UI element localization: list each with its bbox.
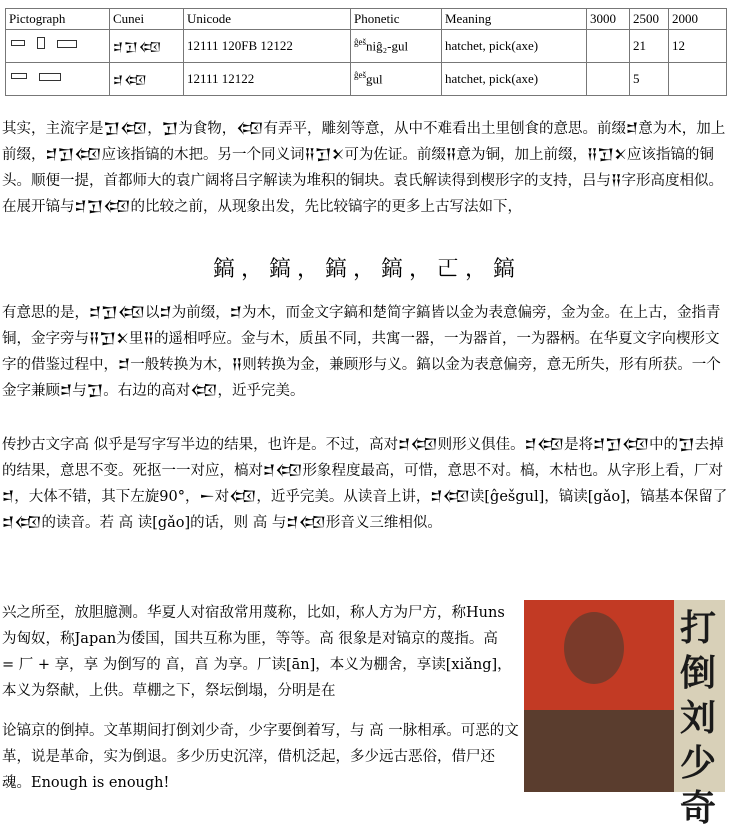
paragraph-cultural-revolution: 论镐京的倒掉。文革期间打倒刘少奇，少字要倒着写，与 高 一脉相承。可恶的文革，说是革命，实为倒退。多少历史沉滓，借机泛起，多少远古恶俗，借尸还魂。Enough is enough! — [2, 723, 519, 791]
col-2500: 2500 — [630, 9, 669, 30]
sign-table — [5, 8, 727, 96]
count-3000-cell — [587, 63, 630, 96]
phonetic-cell — [351, 30, 442, 63]
paragraph-transmitted-script: 传抄古文字高 似乎是写字写半边的结果，也许是。不过，高对𒄑𒄢则形义俱佳。𒄑𒄢是将𒄑𒋛𒄢中的𒋛去掉的结果，意思不变。死抠一一对应，槁对𒄑𒄢形象程度最高，可惜，意思不对。槁，木枯也。从字形上看，厂对𒄑，大体不错，其下左旋90°，𒀸对𒄢，近乎完美。从读音上讲，𒄑𒄢读[ĝešgul]，镐读[gǎo]，镐基本保留了𒄑𒄢的读音。若 高 读[gǎo]的话，则 高 与𒄑𒄢形音义三维相似。 — [2, 437, 728, 531]
col-pictograph: Pictograph — [6, 9, 110, 30]
phonetic-prefix: ĝeš — [354, 70, 366, 81]
table-row — [6, 30, 727, 63]
count-3000-cell — [587, 30, 630, 63]
phonetic-text: gul — [366, 71, 383, 87]
meaning-cell: hatchet, pick(axe) — [442, 30, 587, 63]
phonetic-prefix: ĝeš — [354, 37, 366, 48]
col-cunei: Cunei — [110, 9, 184, 30]
col-meaning: Meaning — [442, 9, 587, 30]
poster-crowd — [524, 710, 674, 792]
table-header-row — [6, 9, 727, 30]
count-2500-cell: 21 — [630, 30, 669, 63]
poster-portrait — [564, 612, 624, 684]
phonetic-cell — [351, 63, 442, 96]
pictograph-cell — [6, 30, 110, 63]
count-2000-cell — [669, 63, 727, 96]
count-2500-cell: 5 — [630, 63, 669, 96]
ancient-glyph-row: 鎬，鎬，鎬，鎬，𠀀，鎬 — [212, 257, 521, 282]
pictograph-image — [9, 70, 79, 84]
paragraph-metal-radical: 有意思的是，𒄑𒋛𒄢以𒄑为前缀，𒄑为木，而金文字鎬和楚简字鎬皆以金为表意偏旁，金为金。在上古，金指青铜，金字旁与𒍝𒋛𒉽里𒍝的遥相呼应。金与木，质虽不同，共寓一器，一为器首，一为器柄。在华夏文字向楔形文字的借鉴过程中，𒄑一般转换为木，𒍝则转换为金，兼顾形与义。鎬以金为表意偏旁，意无所失，形有所获。一个金字兼顾𒄑与𒋛。右边的高对𒄢，近乎完美。 — [2, 305, 721, 399]
cunei-cell: 𒄑𒋛𒄢 — [110, 30, 184, 63]
unicode-cell: 12111 120FB 12122 — [184, 30, 351, 63]
table-row — [6, 63, 727, 96]
count-2000-cell: 12 — [669, 30, 727, 63]
pictograph-cell — [6, 63, 110, 96]
col-phonetic: Phonetic — [351, 9, 442, 30]
phonetic-text: niĝ₂-gul — [366, 38, 409, 54]
meaning-cell: hatchet, pick(axe) — [442, 63, 587, 96]
poster-title: 打倒刘少奇 — [679, 608, 716, 829]
col-3000: 3000 — [587, 9, 630, 30]
unicode-cell: 12111 12122 — [184, 63, 351, 96]
cunei-cell: 𒄑𒄢 — [110, 63, 184, 96]
paragraph-main-script: 其实，主流字是𒋛𒄢，𒋛为食物，𒄢有弄平，雕刻等意，从中不难看出土里刨食的意思。前缀𒄑意为木，加上前缀，𒄑𒋛𒄢应该指镐的木把。另一个同义词𒍝𒋛𒉽可为佐证。前缀𒍝意为铜，加上前缀，𒍝𒋛𒉽应该指镐的铜头。顺便一提，首都师大的袁广阔将吕字解读为堆积的铜块。袁氏解读得到楔形字的支持，吕与𒍝字形高度相似。在展开镐与𒄑𒋛𒄢的比较之前，从现象出发，先比较镐字的更多上古写法如下， — [2, 121, 726, 215]
propaganda-poster-image — [524, 600, 725, 829]
col-unicode: Unicode — [184, 9, 351, 30]
paragraph-speculation: 兴之所至，放胆臆测。华夏人对宿敌常用蔑称，比如，称人方为尸方，称Huns为匈奴，称Japan为倭国，国共互称为匪，等等。高 很象是对镐京的蔑指。高 = 厂 + 享，享 为倒写的 亯，亯 为享。厂读[ān]，本义为棚舍，享读[xiǎng]，本义为祭献，上供。草棚之下，祭坛倒塌，分明是在 — [2, 605, 512, 699]
col-2000: 2000 — [669, 9, 727, 30]
pictograph-image — [9, 37, 79, 51]
